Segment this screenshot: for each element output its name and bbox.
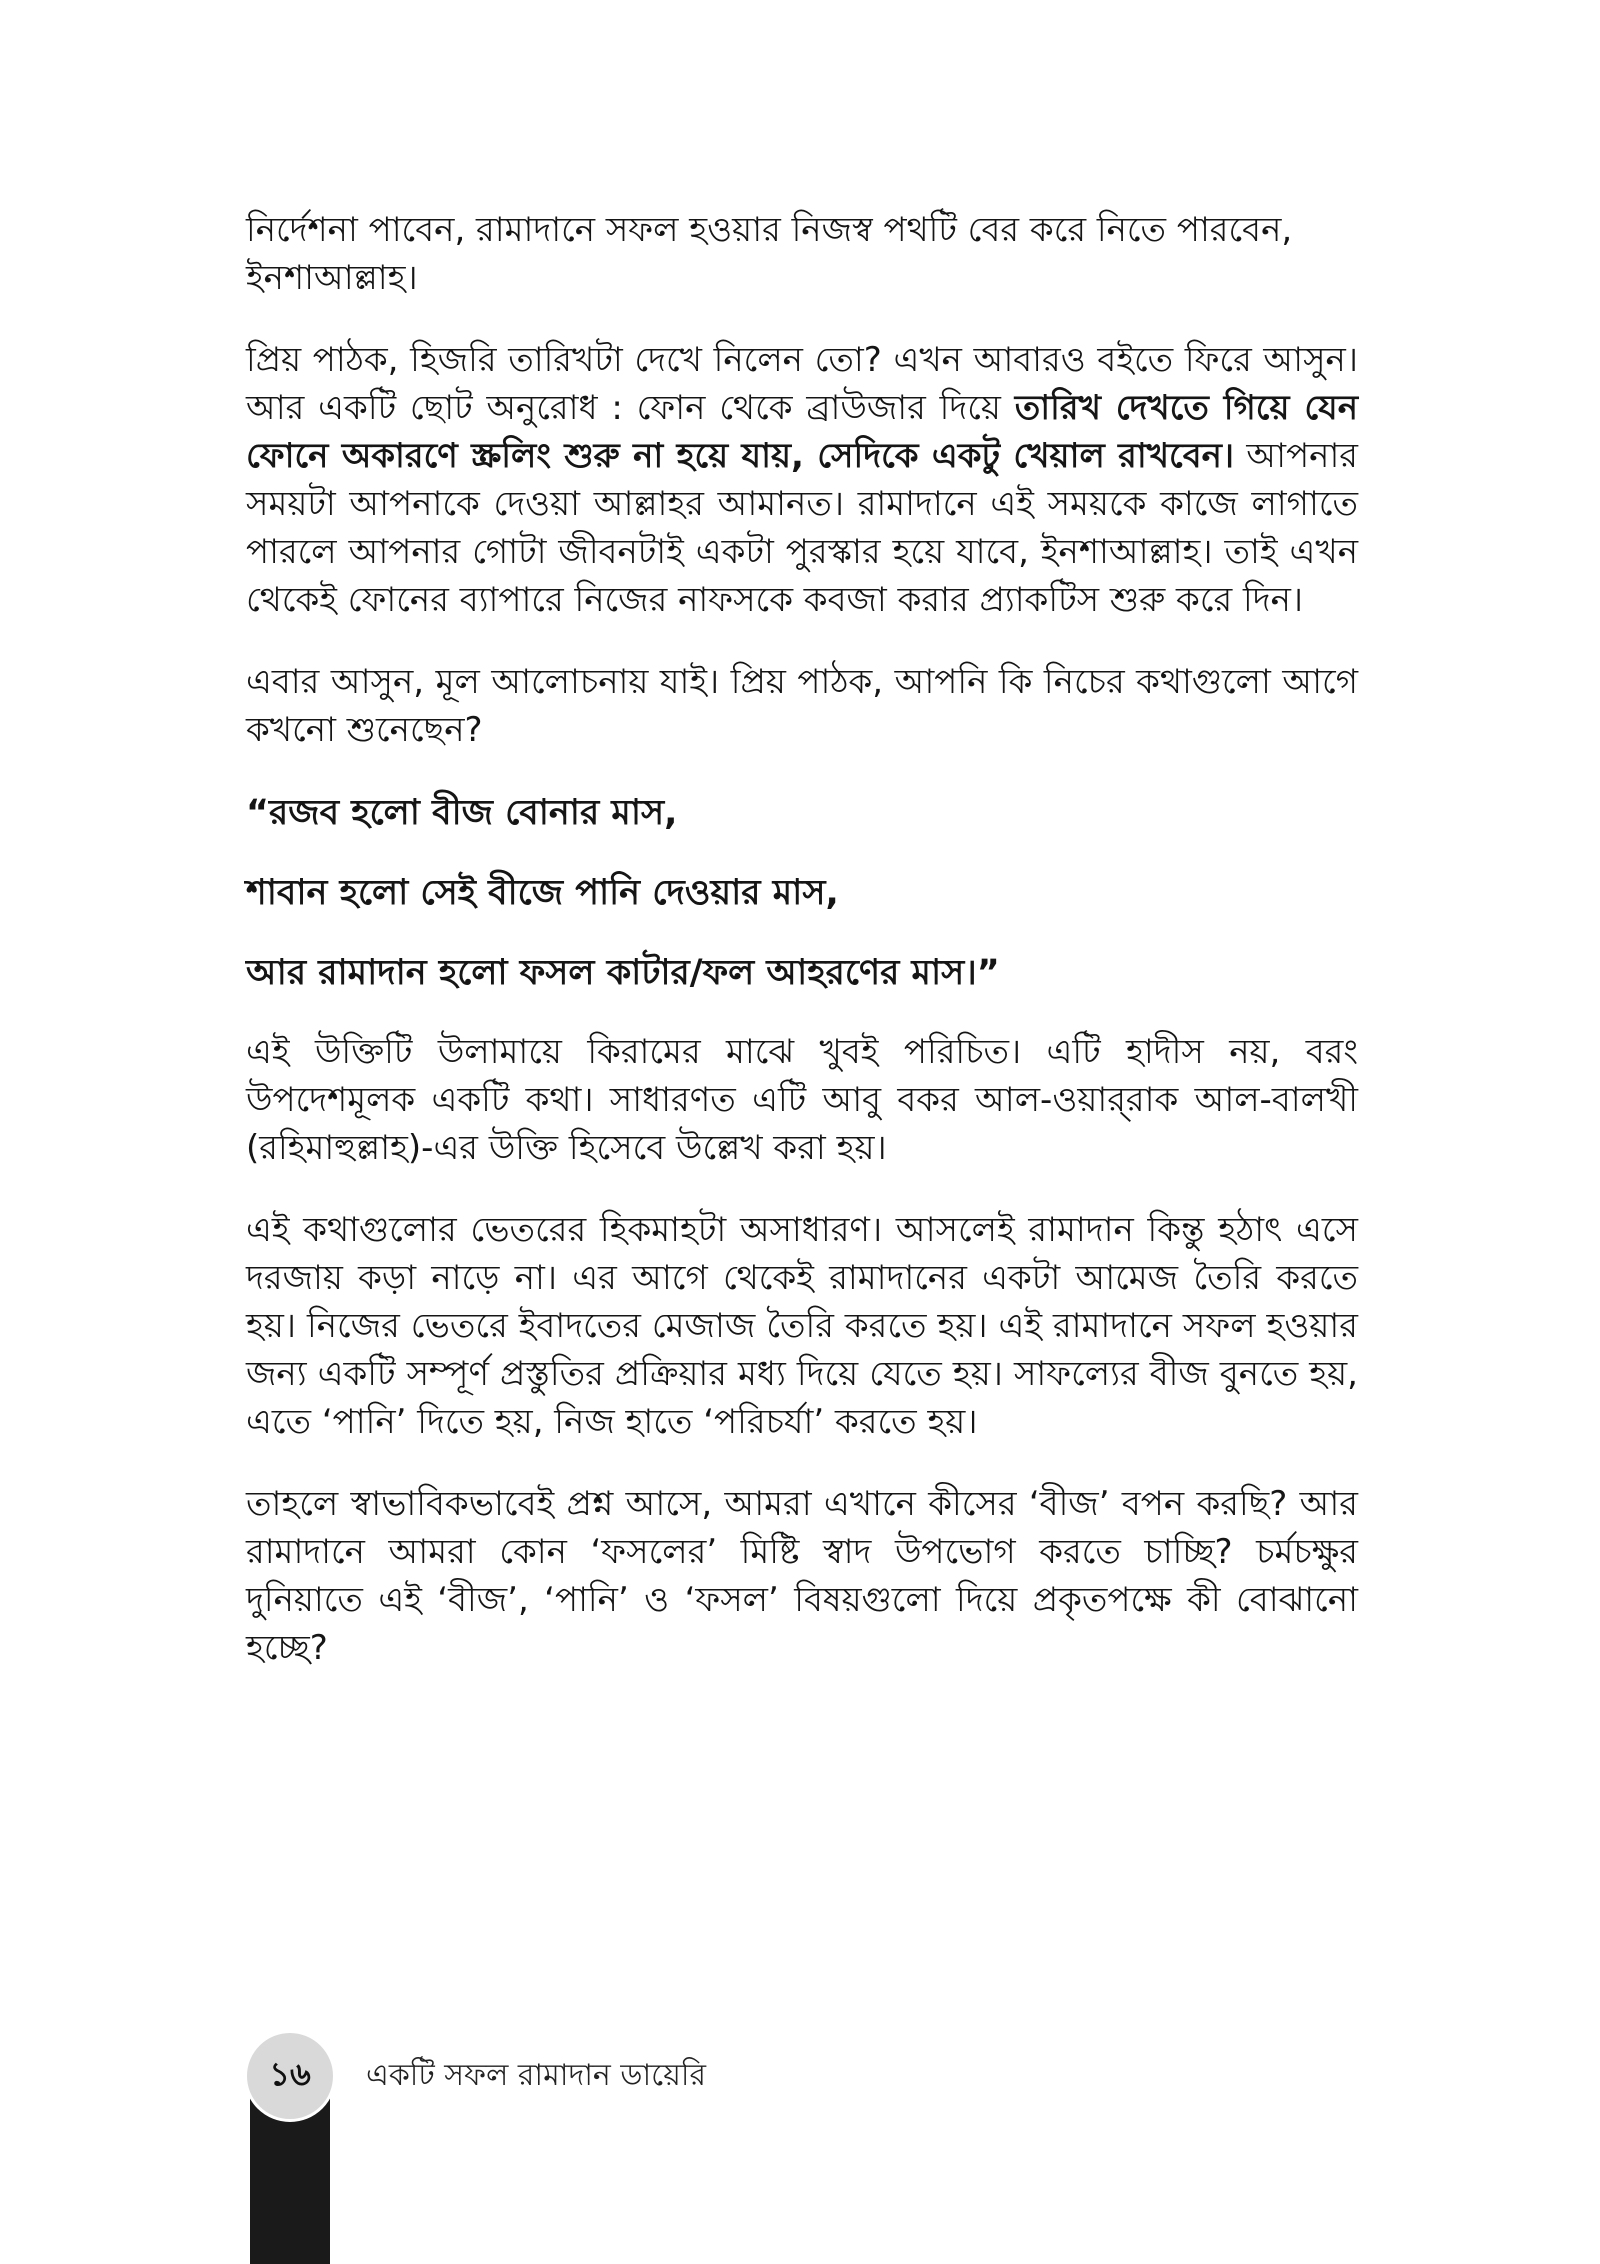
- paragraph-4: এই উক্তিটি উলামায়ে কিরামের মাঝে খুবই পরিচিত। এটি হাদীস নয়, বরং উপদেশমূলক একটি কথা। সাধারণত এটি আবু বকর আল-ওয়ার্‌রাক আল-বালখী (রহিমাহুল্লাহ)-এর উক্তি হিসেবে উল্লেখ করা হয়।: [246, 1032, 1358, 1168]
- running-book-title: একটি সফল রামাদান ডায়েরি: [366, 2058, 706, 2093]
- page-content: [246, 206, 1358, 1706]
- quote-line-3: আর রামাদান হলো ফসল কাটার/ফল আহরণের মাস।”: [246, 953, 1000, 993]
- paragraph-2: [246, 336, 1358, 624]
- page-number-badge: [244, 2030, 336, 2122]
- quote-line-2: শাবান হলো সেই বীজে পানি দেওয়ার মাস,: [246, 873, 839, 913]
- quote-block: [246, 788, 1358, 998]
- paragraph-1: নির্দেশনা পাবেন, রামাদানে সফল হওয়ার নিজস্ব পথটি বের করে নিতে পারবেন, ইনশাআল্লাহ।: [246, 210, 1293, 298]
- page-footer: [250, 2030, 770, 2264]
- paragraph-2-emphasis: তারিখ দেখতে গিয়ে যেন ফোনে অকারণে স্ক্রলিং শুরু না হয়ে যায়, সেদিকে একটু খেয়াল রাখবেন।: [246, 388, 1358, 476]
- paragraph-2-text-a: প্রিয় পাঠক, হিজরি তারিখটা দেখে নিলেন তো? এখন আবারও বইতে ফিরে আসুন। আর একটি ছোট অনুরোধ : ফোন থেকে ব্রাউজার দিয়ে: [246, 340, 1358, 428]
- page-number: ১৬: [269, 2055, 311, 2093]
- quote-line-1: “রজব হলো বীজ বোনার মাস,: [246, 793, 678, 833]
- paragraph-2-text-b: আপনার সময়টা আপনাকে দেওয়া আল্লাহর আমানত। রামাদানে এই সময়কে কাজে লাগাতে পারলে আপনার গোটা জীবনটাই একটা পুরস্কার হয়ে যাবে, ইনশাআল্লাহ। তাই এখন থেকেই ফোনের ব্যাপারে নিজের নাফসকে কবজা করার প্র্যাকটিস শুরু করে দিন।: [246, 436, 1359, 620]
- paragraph-5: এই কথাগুলোর ভেতরের হিকমাহটা অসাধারণ। আসলেই রামাদান কিন্তু হঠাৎ এসে দরজায় কড়া নাড়ে না। এর আগে থেকেই রামাদানের একটা আমেজ তৈরি করতে হয়। নিজের ভেতরে ইবাদতের মেজাজ তৈরি করতে হয়। এই রামাদানে সফল হওয়ার জন্য একটি সম্পূর্ণ প্রস্তুতির প্রক্রিয়ার মধ্য দিয়ে যেতে হয়। সাফল্যের বীজ বুনতে হয়, এতে ‘পানি’ দিতে হয়, নিজ হাতে ‘পরিচর্যা’ করতে হয়।: [246, 1210, 1358, 1442]
- paragraph-6: তাহলে স্বাভাবিকভাবেই প্রশ্ন আসে, আমরা এখানে কীসের ‘বীজ’ বপন করছি? আর রামাদানে আমরা কোন ‘ফসলের’ মিষ্টি স্বাদ উপভোগ করতে চাচ্ছি? চর্মচক্ষুর দুনিয়াতে এই ‘বীজ’, ‘পানি’ ও ‘ফসল’ বিষয়গুলো দিয়ে প্রকৃতপক্ষে কী বোঝানো হচ্ছে?: [246, 1484, 1358, 1668]
- paragraph-3: এবার আসুন, মূল আলোচনায় যাই। প্রিয় পাঠক, আপনি কি নিচের কথাগুলো আগে কখনো শুনেছেন?: [246, 662, 1358, 750]
